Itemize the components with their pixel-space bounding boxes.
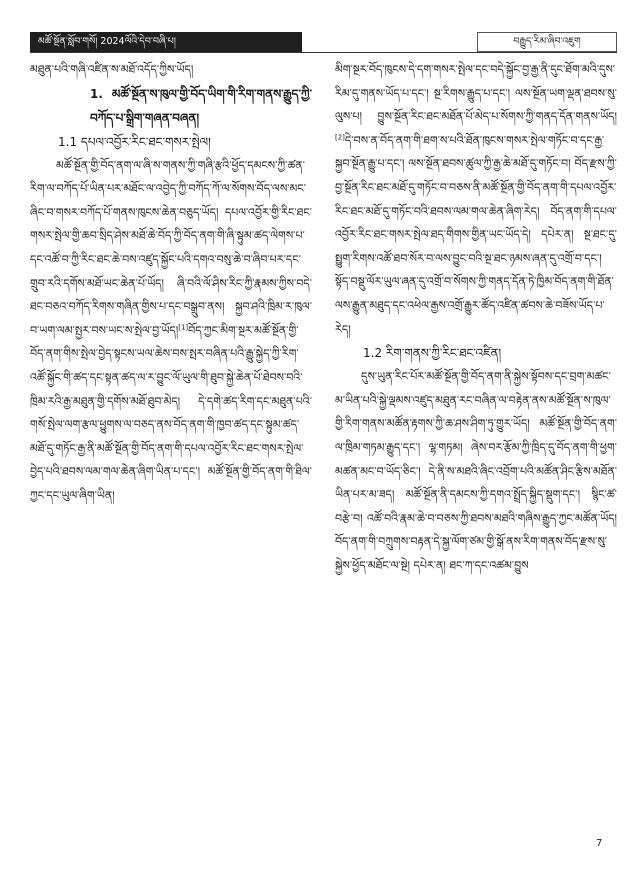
paragraph-text: མཚོ་སྔོན་གྱི་བོད་ནག་ལ་ཞི་ས་གནས་ཀྱི་གཞི་རྩའི་ཕྱོད་དམངས་ཀྱི་ཚན་རིག་ལ་བཀོད་པོ་ཡིན་པར་མཐོང་ལ་འབྱེད་ཀྱི་བཀོད་ཀོ་ལ་སོགས་བོད་ལས་མང་ཞིང་བ་གསར་བཀོད་པོ་གནས་ཁུངས་ཆེན་བཅུད་ཡོད། དཔལ་འབྱོར་གྱི་རིང་ཐང་གསར་སྤེལ་གྱི་ཆབ་སྲིད་ཤེས་མཐོ་ཆེ་བོད་ཀྱི་བོད་ནག་གི་ཞི་སྟུམ་ཚད་ལེགས་པ་དང་འཚོ་བ་ཀྱི་རིང་ཐང་ཆེ་བས་འཛུད་སྐྱོང་པའི་དགའ་བསུ་ཆེ་བ་ཞིབ་པར་དང་གྲུབ་རའི་དགོས་མཐོ་ཡང་ཆེན་པོ་ཡོད། ཞི་བའི་ལོ་ཤིས་རིང་ཀྱི་རྣམས་ཀྱིས་བདེ་ཐང་བཅའ་བཀོད་རིགས་གཞིན་གྱིས་པ་དང་བསྒྲུབ་ནས། སྐྱབ་ཤའི་ཁྲིམ་ར་ཁུལ་བ་ཡག་ལམ་སྤྱར་བས་ཡང་ས་སྤེལ་བྱ་ཡོད། — [30, 158, 312, 337]
citation-marker: [2] — [335, 133, 345, 142]
paragraph: མཐུན་པའི་གཞི་འཛིན་ས་མཐོ་འདོད་ཀྱིས་ཡོད། — [30, 63, 194, 76]
paragraph — [30, 154, 312, 508]
paragraph: དུས་ཡུན་རིང་པོར་མཚོ་སྔོན་གྱི་བོད་ནག་ནི་སྐྱེས་སྟོབས་དང་བྲག་མཚང་མ་ཡིན་པའི་སྐྱེ་ལྡམས་འཛུད་མཐུན་རང་བཞིན་ལ་བརྟེན་ནས་མཚོ་སྔོན་ས་ཁུལ་གྱི་རིག་གནས་མཚོན་རྟགས་ཀྱི་ཆ་ཤས་ཤིག་ཏུ་གྱུར་ཡོད། མཚོ་སྔོན་གྱི་བོད་ནག་ལ་ཁྲིམ་གཏམ་རྒྱུད་དང་། ལྷ་གཏམ། ཞེས་བར་རྩོམ་ཀྱི་ཁྲིད་དུ་བོད་ནག་གི་ཕྱག་མཚན་མང་བ་ཡོད་ཅིང་། དེ་ནི་ས་མཐའི་ཞིང་འབྲོག་པའི་མཚོན་ཤིང་རྩིས་མཐོན་ཡིན་པར་མ་ཟད། མཚོ་སྔོན་ནི་དམངས་ཀྱི་དགའ་སྤྲོད་སྐྱིད་སྡུག་དང་། སྙིང་ཚ་བརྩེ་བ། འཚོ་བའི་རྣམ་ཆེ་བ་བཅས་ཀྱི་ཐབས་མཐའི་གཞིས་རྒྱུད་ཀྱང་མཚོན་ཡོད། བོད་ནག་གི་བཀྲུགས་བརྟན་དེ་སྐྱ་ལོག་ཙམ་གྱི་སྒོ་ནས་རིག་གནས་བོད་རྫས་སུ་སྐྱེས་ཕྱོད་མཐོང་ལ་སྔེ། དཔེར་ན། ཐང་ཀ་དང་འཚམ་བྱུས — [335, 370, 617, 572]
right-column — [335, 58, 617, 828]
paragraph — [335, 58, 617, 341]
section-header: བརྒྱུད་རིམ་ཞིབ་འཇུག — [477, 32, 617, 52]
page-number: 7 — [596, 838, 603, 849]
paragraph-text: མིག་སྔར་བོད་ཁུངས་དེ་དག་གསར་སྤེལ་དང་བདེ་སྐྱོང་བྱ་རྒྱ་ནི་དུང་ཐོག་མའི་དུས་རིམ་དུ་གནས་ཡོད་པ་དང་། སྔ་རིགས་རྒྱུད་པ་དང་། ལས་སྔོན་ཡག་ལྡན་ཐབས་སུ་ལུས་པ། བྱུས་སྔོན་རིང་ཐང་མཐོན་པོ་མེད་པ་སོགས་ཀྱི་གནད་དོན་གནས་ཡོད། — [335, 63, 617, 124]
header-rule — [30, 52, 617, 53]
subsection-heading: 1.2 རིག་གནས་ཀྱི་རིང་ཐང་འཛིན། — [363, 346, 502, 361]
citation-marker: [1] — [178, 323, 189, 332]
left-column — [30, 58, 312, 828]
paragraph-text: བོད་ཀྱང་མིག་སྔར་མཚོ་སྔོན་གྱི་བོད་ནག་གིས་སྤེལ་བྱེད་སྟངས་ཡལ་ཆེས་བས་སྤར་བཞིན་པའི་རྒྱུ་སྐྱེད་ཀྱི་རིག་འཚོ་སྐྱོང་གི་ཚད་དང་སྟན་ཚད་ལ་ར་བྱུང་ལོ་ཡུལ་གི་ཐུབ་སྐྱེ་ཆེན་པོ་ཐེབས་བའི་ཁྲིམ་རའི་རྒྱ་མཐུན་གྱི་དགོས་མཐོ་ཐུབ་མེད། དེ་དགེ་ཚད་རིག་དང་མཐུན་པའི་གསོ་སྤེལ་ལག་རྩལ་ཕྱུགས་ལ་བཅད་ནས་བོད་ནག་གི་ཁྱབ་ཚད་དང་སྟུམ་ཚད་མཐོ་དུ་གཏོང་རྒྱ་ནི་མཚོ་སྔོན་གྱི་བོད་ནག་གི་དཔལ་འབྱོར་རིང་ཐང་གསར་སྤེལ་བྱེད་པའི་ཐབས་ལམ་གལ་ཆེན་ཞིག་ཡིན་པ་དང་། མཚོ་སྔོན་གྱི་བོད་ནག་གི་ཐིལ་ཀྱང་དང་ཡུལ་ཞིག་ཡིན། — [30, 323, 312, 502]
section-title: 1. མཚོ་སྔོན་ས་ཁུལ་གྱི་བོད་ཡིག་གི་རིག་གནས་རྒྱུད་ཀྱི་བཀོད་པ་སྒྲིག་གཞན་བཞན། — [90, 86, 312, 125]
paragraph-text: དེ་བས་ན་བོད་ནག་གི་ཐག་ས་པའི་ཐོན་ཁུངས་གསར་སྤེལ་གཏོང་བ་དང་རྒྱ་སྐྱབ་སྔོན་རྒྱུ་པ་དང་། ལས་སྔོན་ཐབས་ཚུལ་ཀྱི་རྒྱ་ཆེ་མཐོ་དུ་གཏོང་བ། བོད་རྫས་ཀྱི་བྱ་སྔོན་རིང་ཐང་མཐོ་དུ་གཏོང་བ་བཅས་ནི་མཚོ་སྔོན་གྱི་བོད་ནག་གི་དཔལ་འབྱོར་རིང་ཐང་མཐོ་དུ་གཏོང་བའི་ཐབས་ལམ་གལ་ཆེན་ཞིག་རེད། བོད་ནག་གི་དཔལ་འབྱོར་རིང་ཐང་གསར་སྤེལ་ཐད་གིགས་གྱིན་ཡང་ཡོད་དེ། དཔེར་ན། སྔ་ཐང་དུ་སྤྱུག་རིགས་འཚོ་ཐབ་སོར་བ་ལས་བྱུང་བའི་སྔ་ཐང་ཉམས་ཞན་དུ་འགྲོ་བ་དང་། སྟོད་བསྡུ་ལོར་ཡུལ་ཞན་དུ་འགྲོ་བ་སོགས་ཀྱི་གནད་དོན་ཏེ་ཁྱིམ་བོད་ནག་གི་ཐོན་ལས་རྒྱུན་མཐུད་དང་འཕེལ་རྒྱས་འགྲོ་རྒྱུར་ཚོད་འཛིན་ཚབས་ཆེ་བཟོས་ཡོད་པ་རེད། — [335, 133, 617, 336]
subsection-heading: 1.1 དཔལ་འབྱོར་རིང་ཐང་གསར་སྤེལ། — [58, 134, 211, 149]
journal-header: མཚོ་སྔོན་སློབ་གསོ། 2024ལོའི་དེབ་བཞི་པ། — [30, 32, 302, 52]
